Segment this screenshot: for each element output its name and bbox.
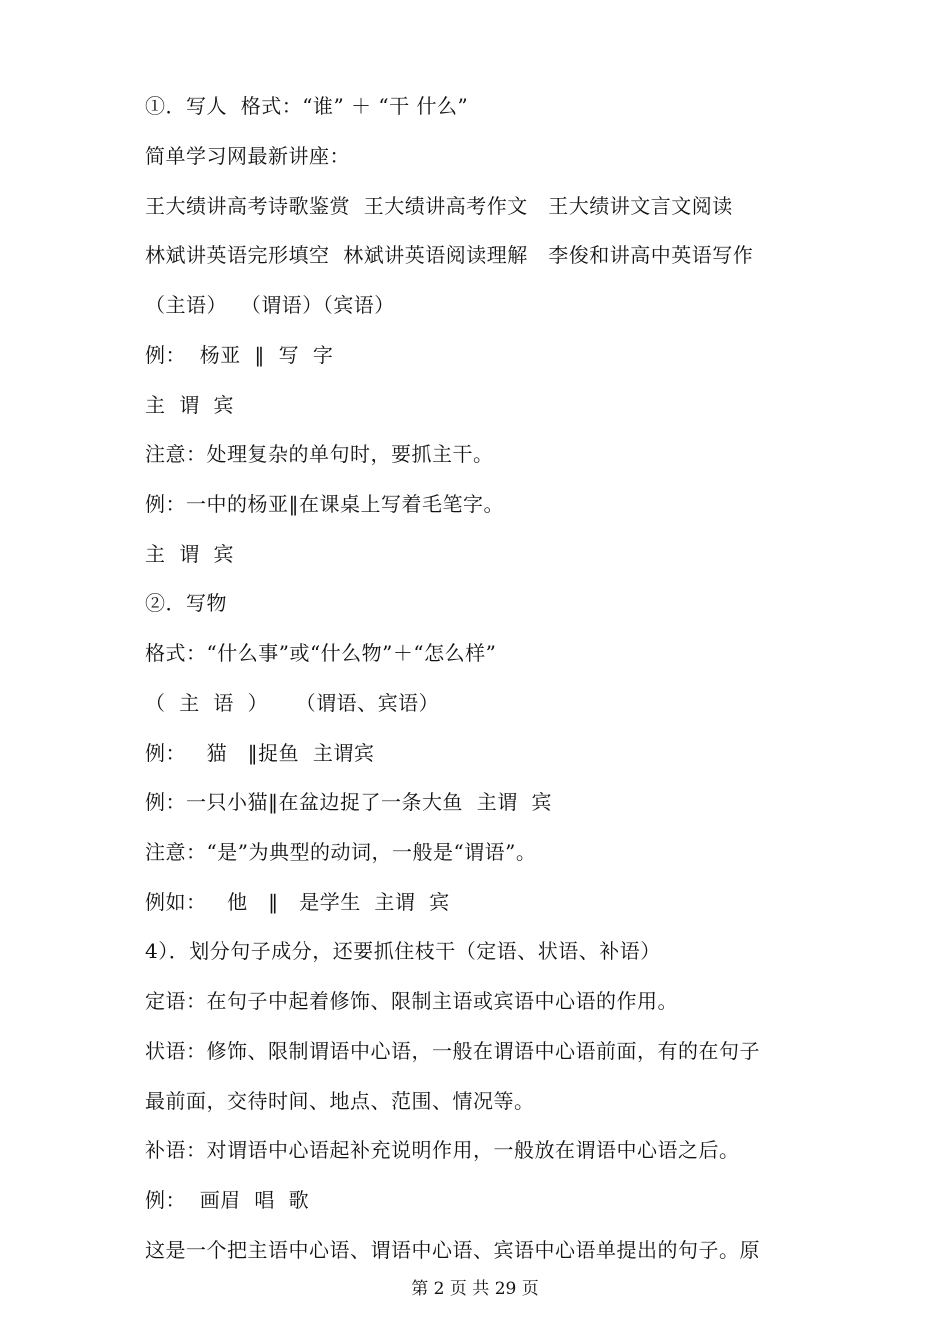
- text-line: 补语：对谓语中心语起补充说明作用，一般放在谓语中心语之后。: [145, 1138, 740, 1162]
- text-line: （ 主 语 ） （谓语、宾语）: [145, 691, 440, 715]
- text-line: ②．写物: [145, 591, 227, 615]
- text-line: 定语：在句子中起着修饰、限制主语或宾语中心语的作用。: [145, 989, 678, 1013]
- text-line: 4）．划分句子成分，还要抓住枝干（定语、状语、补语）: [145, 939, 661, 963]
- text-line: ①．写人 格式：“谁” ＋ “干 什么”: [145, 94, 469, 118]
- text-line: 例： 画眉 唱 歌: [145, 1188, 310, 1212]
- text-line: （主语） （谓语）（宾语）: [145, 293, 395, 317]
- text-line: 例：一只小猫‖在盆边捉了一条大鱼 主谓 宾: [145, 790, 552, 814]
- text-line: 例： 杨亚 ‖ 写 字: [145, 343, 334, 367]
- text-line: 格式：“什么事”或“什么物”＋“怎么样”: [145, 641, 497, 665]
- text-line: 状语：修饰、限制谓语中心语，一般在谓语中心语前面，有的在句子: [145, 1039, 760, 1063]
- text-line: 例如： 他 ‖ 是学生 主谓 宾: [145, 890, 450, 914]
- text-line: 林斌讲英语完形填空 林斌讲英语阅读理解 李俊和讲高中英语写作: [145, 243, 754, 267]
- text-line: 简单学习网最新讲座：: [145, 144, 350, 168]
- text-line: 最前面，交待时间、地点、范围、情况等。: [145, 1089, 535, 1113]
- text-line: 注意：处理复杂的单句时，要抓主干。: [145, 442, 494, 466]
- page-number-footer: 第 2 页 共 29 页: [411, 1279, 539, 1299]
- text-line: 主 谓 宾: [145, 393, 234, 417]
- text-line: 这是一个把主语中心语、谓语中心语、宾语中心语单提出的句子。原: [145, 1238, 760, 1262]
- text-line: 例：一中的杨亚‖在课桌上写着毛笔字。: [145, 492, 504, 516]
- text-line: 注意：“是”为典型的动词，一般是“谓语”。: [145, 840, 537, 864]
- text-line: 王大绩讲高考诗歌鉴赏 王大绩讲高考作文 王大绩讲文言文阅读: [145, 194, 733, 218]
- text-line: 主 谓 宾: [145, 542, 234, 566]
- text-line: 例： 猫 ‖捉鱼 主谓宾: [145, 741, 375, 765]
